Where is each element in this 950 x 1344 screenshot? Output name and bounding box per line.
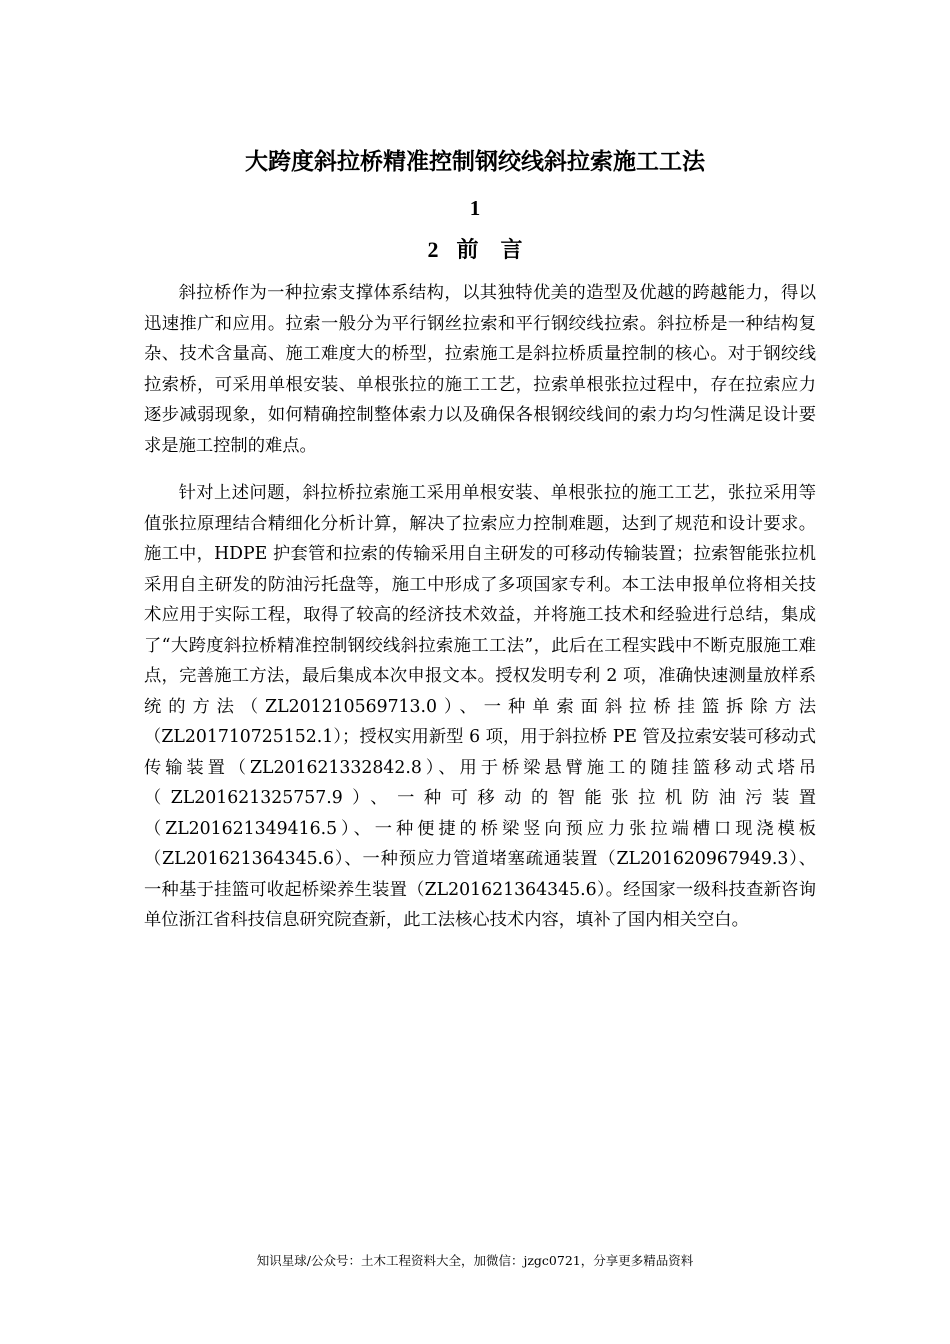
- section-number: 2: [427, 237, 439, 262]
- document-title: 大跨度斜拉桥精准控制钢绞线斜拉索施工工法: [245, 149, 705, 175]
- page-footer: 知识星球/公众号：土木工程资料大全，加微信：jzgc0721，分享更多精品资料: [256, 1253, 694, 1268]
- section-title: 前言: [456, 238, 545, 263]
- paragraph-intro: 斜拉桥作为一种拉索支撑体系结构，以其独特优美的造型及优越的跨越能力，得以迅速推广和应用。拉索一般分为平行钢丝拉索和平行钢绞线拉索。斜拉桥是一种结构复杂、技术含量高、施工难度大的桥型，拉索施工是斜拉桥质量控制的核心。对于钢绞线拉索桥，可采用单根安装、单根张拉的施工工艺，拉索单根张拉过程中，存在拉索应力逐步减弱现象，如何精确控制整体索力以及确保各根钢绞线间的索力均匀性满足设计要求是施工控制的难点。: [144, 283, 816, 456]
- paragraph-patents: 针对上述问题，斜拉桥拉索施工采用单根安装、单根张拉的施工工艺，张拉采用等值张拉原理结合精细化分析计算，解决了拉索应力控制难题，达到了规范和设计要求。施工中，HDPE 护套管和拉索的传输采用自主研发的可移动传输装置；拉索智能张拉机采用自主研发的防油污托盘等，施工中形成了多项国家专利。本工法申报单位将相关技术应用于实际工程，取得了较高的经济技术效益，并将施工技术和经验进行总结，集成了“大跨度斜拉桥精准控制钢绞线斜拉索施工工法”，此后在工程实践中不断克服施工难点，完善施工方法，最后集成本次申报文本。授权发明专利 2 项，准确快速测量放样系统的方法（ZL201210569713.0）、一种单索面斜拉桥挂篮拆除方法（ZL201710725152.1）；授权实用新型 6 项，用于斜拉桥 PE 管及拉索安装可移动式传输装置（ZL201621332842.8）、用于桥梁悬臂施工的随挂篮移动式塔吊（ZL201621325757.9）、一种可移动的智能张拉机防油污装置（ZL201621349416.5）、一种便捷的桥梁竖向预应力张拉端槽口现浇模板（ZL201621364345.6）、一种预应力管道堵塞疏通装置（ZL201620967949.3）、一种基于挂篮可收起桥梁养生装置（ZL201621364345.6）。经国家一级科技查新咨询单位浙江省科技信息研究院查新，此工法核心技术内容，填补了国内相关空白。: [144, 483, 816, 930]
- section-heading-2: [0, 234, 950, 267]
- section-heading-1: 1: [469, 196, 481, 220]
